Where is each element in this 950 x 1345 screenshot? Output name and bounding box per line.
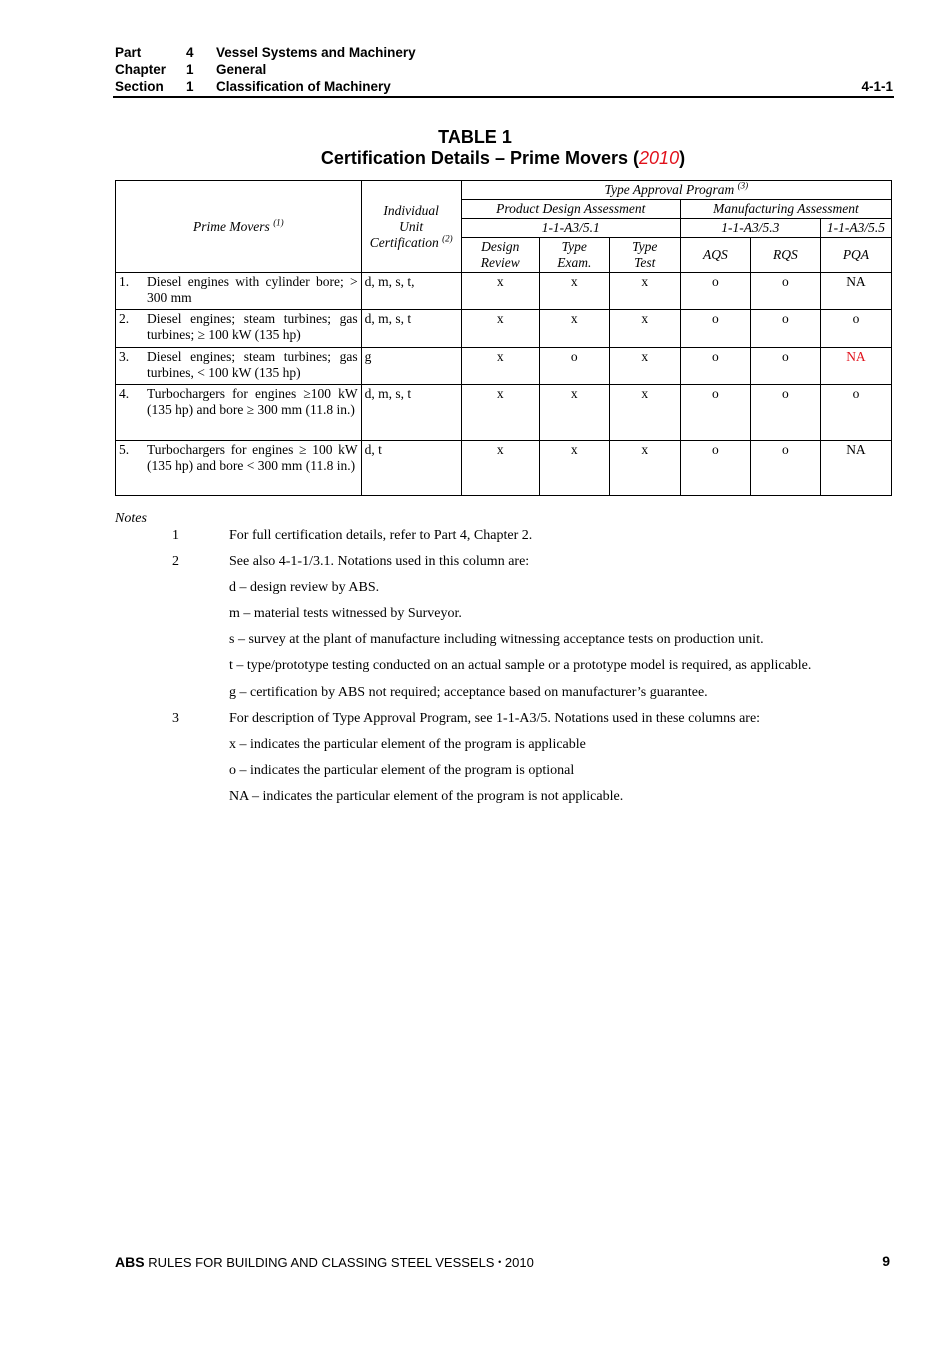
header-section-row (115, 78, 893, 95)
note-text: See also 4-1-1/3.1. Notations used in this column are: (229, 554, 530, 569)
table-row (116, 441, 892, 496)
row-pqa: o (820, 385, 891, 441)
note-text: m – material tests witnessed by Surveyor. (229, 606, 462, 621)
pqa-header: PQA (820, 238, 891, 273)
note-text: For full certification details, refer to Part 4, Chapter 2. (229, 528, 533, 543)
header-part-title: Vessel Systems and Machinery (216, 45, 416, 60)
row-certification: d, t (361, 441, 461, 496)
table-subtitle-text: Certification Details – Prime Movers (320, 148, 629, 168)
note-number: 1 (172, 528, 179, 543)
row-description: Diesel engines; steam turbines; gas turbines, < 100 kW (135 hp) (144, 348, 361, 385)
row-certification: d, m, s, t (361, 385, 461, 441)
note-ref-3: (3) (737, 180, 749, 191)
product-design-header: Product Design Assessment (461, 200, 680, 219)
row-design-review: x (461, 310, 539, 348)
header-part-number: 4 (186, 45, 194, 60)
row-certification: d, m, s, t, (361, 273, 461, 310)
note-text: s – survey at the plant of manufacture including witnessing acceptance tests on production unit. (229, 632, 764, 647)
row-number: 2. (116, 310, 145, 348)
note-number: 3 (172, 711, 179, 726)
aqs-header: AQS (680, 238, 750, 273)
row-rqs: o (750, 441, 820, 496)
header-chapter-row (115, 61, 893, 78)
row-number: 4. (116, 385, 145, 441)
row-type-test: x (609, 273, 680, 310)
header-part-label: Part (115, 45, 142, 60)
ref-product-design: 1-1-A3/5.1 (461, 219, 680, 238)
row-design-review: x (461, 385, 539, 441)
row-description: Diesel engines; steam turbines; gas turbines; ≥ 100 kW (135 hp) (144, 310, 361, 348)
footer-bullet: • (498, 1257, 502, 1267)
running-header (115, 44, 893, 95)
header-section-number: 1 (186, 79, 194, 94)
prime-movers-header: Prime Movers $^{(1)}$ (116, 181, 362, 273)
table-row (116, 385, 892, 441)
row-number: 1. (116, 273, 145, 310)
row-aqs: o (680, 273, 750, 310)
row-design-review: x (461, 273, 539, 310)
table-title: TABLE 1 (438, 127, 512, 147)
row-rqs: o (750, 348, 820, 385)
type-test-header: Type Test (609, 238, 680, 273)
row-type-exam: o (539, 348, 609, 385)
ref-manufacturing-1: 1-1-A3/5.3 (680, 219, 820, 238)
type-exam-header: Type Exam. (539, 238, 609, 273)
row-aqs: o (680, 310, 750, 348)
header-rule (113, 96, 894, 98)
row-type-exam: x (539, 385, 609, 441)
row-pqa: NA (820, 441, 891, 496)
row-number: 3. (116, 348, 145, 385)
note-text: t – type/prototype testing conducted on an actual sample or a prototype model is required, as applicable. (229, 658, 812, 673)
row-design-review: x (461, 348, 539, 385)
header-row-1 (116, 181, 892, 200)
row-type-exam: x (539, 273, 609, 310)
row-rqs: o (750, 273, 820, 310)
note-text: For description of Type Approval Program, see 1-1-A3/5. Notations used in these columns are: (229, 711, 761, 726)
header-section-ref: 4-1-1 (861, 79, 893, 94)
row-design-review: x (461, 441, 539, 496)
header-part-row (115, 44, 893, 61)
header-section-title: Classification of Machinery (216, 79, 391, 94)
header-chapter-label: Chapter (115, 62, 167, 77)
rqs-header: RQS (750, 238, 820, 273)
row-type-test: x (609, 441, 680, 496)
header-chapter-title: General (216, 62, 267, 77)
table-subtitle (28, 148, 950, 169)
close-paren: ) (679, 148, 686, 168)
type-approval-header: Type Approval Program $^{(3)}$ (461, 181, 891, 200)
open-paren: ( (633, 148, 640, 168)
row-type-test: x (609, 310, 680, 348)
row-type-exam: x (539, 310, 609, 348)
row-aqs: o (680, 385, 750, 441)
page-number: 9 (882, 1253, 890, 1269)
design-review-header: Design Review (461, 238, 539, 273)
row-pqa: o (820, 310, 891, 348)
note-number: 2 (172, 554, 179, 569)
row-number: 5. (116, 441, 145, 496)
row-certification: d, m, s, t (361, 310, 461, 348)
note-text: NA – indicates the particular element of the program is not applicable. (229, 789, 624, 804)
table-row (116, 273, 892, 310)
footer-year: 2010 (504, 1255, 534, 1270)
certification-table (115, 180, 892, 496)
row-type-test: x (609, 348, 680, 385)
note-ref-2: (2) (442, 233, 453, 243)
row-rqs: o (750, 385, 820, 441)
table-row (116, 348, 892, 385)
note-text: d – design review by ABS. (229, 580, 380, 595)
individual-unit-header: Individual Unit Certification $^{(2)}$ (361, 181, 461, 273)
revision-year: 2010 (639, 148, 680, 168)
row-type-test: x (609, 385, 680, 441)
manufacturing-header: Manufacturing Assessment (680, 200, 891, 219)
footer-title (115, 1254, 534, 1270)
header-section-label: Section (115, 79, 164, 94)
row-pqa: NA (820, 273, 891, 310)
ref-manufacturing-2: 1-1-A3/5.5 (820, 219, 891, 238)
row-aqs: o (680, 348, 750, 385)
note-ref-1: (1) (273, 217, 284, 227)
row-pqa: NA (820, 348, 891, 385)
row-description: Diesel engines with cylinder bore; > 300 mm (144, 273, 361, 310)
row-description: Turbochargers for engines ≥100 kW (135 hp) and bore ≥ 300 mm (11.8 in.) (144, 385, 361, 441)
row-type-exam: x (539, 441, 609, 496)
footer-title-text: RULES FOR BUILDING AND CLASSING STEEL VESSELS (148, 1255, 495, 1270)
row-aqs: o (680, 441, 750, 496)
row-certification: g (361, 348, 461, 385)
note-text: x – indicates the particular element of the program is applicable (229, 737, 586, 752)
notes-label: Notes (115, 511, 147, 526)
footer-org: ABS (115, 1254, 145, 1270)
row-rqs: o (750, 310, 820, 348)
row-description: Turbochargers for engines ≥ 100 kW (135 hp) and bore < 300 mm (11.8 in.) (144, 441, 361, 496)
note-text: o – indicates the particular element of the program is optional (229, 763, 575, 778)
table-row (116, 310, 892, 348)
header-chapter-number: 1 (186, 62, 194, 77)
note-text: g – certification by ABS not required; acceptance based on manufacturer’s guarantee. (229, 685, 708, 700)
